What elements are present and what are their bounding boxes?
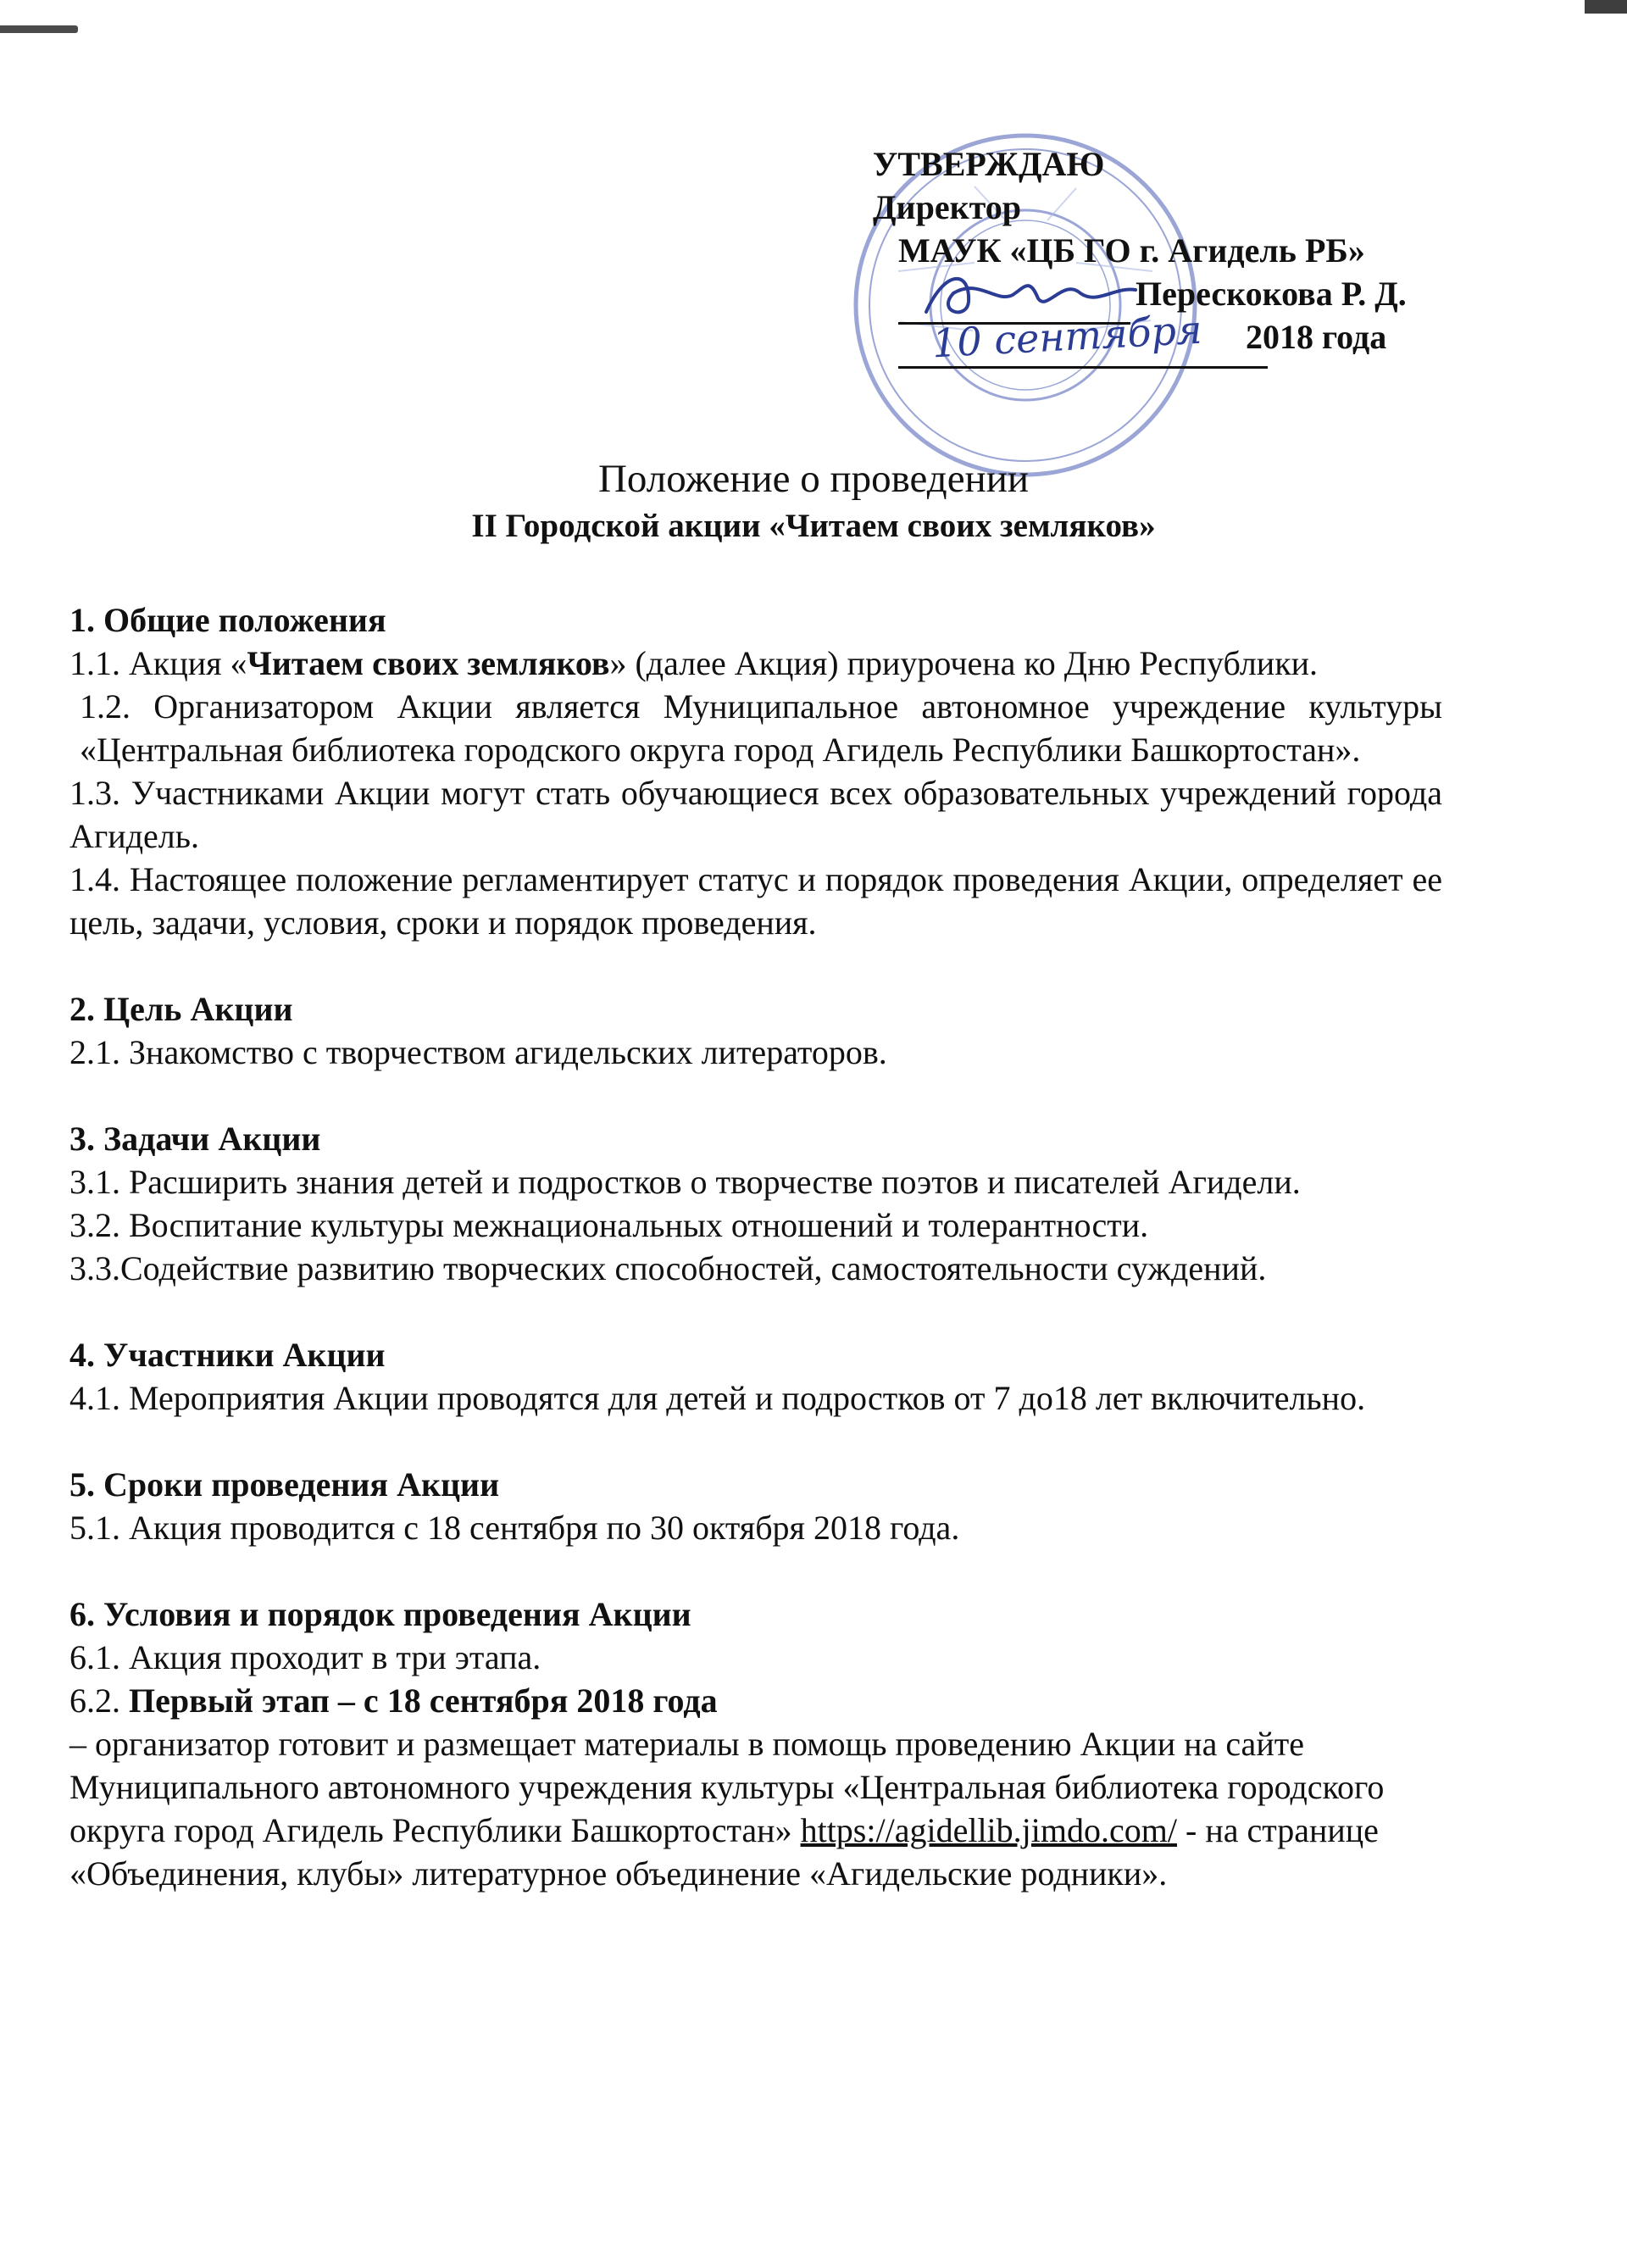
handwritten-date: 10 сентября	[930, 306, 1203, 367]
paragraph	[69, 1722, 1442, 1895]
date-line	[898, 366, 1268, 369]
paragraph: 3.2. Воспитание культуры межнациональных отношений и толерантности.	[69, 1206, 1149, 1244]
text-run-bold: Первый этап – с 18 сентября 2018 года	[129, 1682, 718, 1720]
paragraph: 6.1. Акция проходит в три этапа.	[69, 1638, 541, 1676]
paragraph: 1.2. Организатором Акции является Муниципальное автономное учреждение культуры «Центральная библиотека городского округа город Агидель Республики Башкортостан».	[80, 687, 1442, 769]
text-run: 6.2.	[69, 1682, 129, 1720]
text-run: - на странице «Объединения, клубы» литературное объединение «Агидельские родники».	[69, 1811, 1379, 1893]
scan-edge-mark	[0, 25, 78, 33]
paragraph: 1.3. Участниками Акции могут стать обучающиеся всех образовательных учреждений города Агидель.	[69, 774, 1442, 855]
section-heading: 6. Условия и порядок проведения Акции	[69, 1595, 691, 1633]
text-run: 1.1. Акция «	[69, 644, 247, 682]
paragraph: 4.1. Мероприятия Акции проводятся для детей и подростков от 7 до18 лет включительно.	[69, 1379, 1366, 1417]
approve-label: УТВЕРЖДАЮ	[873, 145, 1105, 183]
text-run: – организатор готовит и размещает материалы в помощь проведению Акции на сайте Муниципального автономного учреждения культуры «Центральная библиотека городского округа город Агидель Республики Башкортостан»	[69, 1725, 1385, 1849]
paragraph	[69, 642, 1442, 685]
document-subtitle: II Городской акции «Читаем своих земляков»	[471, 508, 1156, 544]
approver-organization: МАУК «ЦБ ГО г. Агидель РБ»	[898, 231, 1365, 270]
section-heading: 5. Сроки проведения Акции	[69, 1465, 500, 1504]
text-run: » (далее Акция) приурочена ко Дню Республики.	[609, 644, 1319, 682]
section-heading: 1. Общие положения	[69, 601, 386, 639]
document-title: Положение о проведении	[597, 457, 1030, 501]
approver-name: Перескокова Р. Д.	[1136, 275, 1407, 313]
approver-position: Директор	[873, 188, 1021, 226]
document-body	[69, 598, 1442, 1895]
paragraph: 3.3.Содействие развитию творческих способностей, самостоятельности суждений.	[69, 1249, 1267, 1287]
paragraph: 1.4. Настоящее положение регламентирует статус и порядок проведения Акции, определяет ее цель, задачи, условия, сроки и порядок проведения.	[69, 860, 1442, 942]
text-run-bold: Читаем своих земляков	[247, 644, 610, 682]
paragraph	[69, 1679, 1442, 1722]
section-heading: 2. Цель Акции	[69, 990, 293, 1028]
library-website-link[interactable]: https://agidellib.jimdo.com/	[800, 1811, 1177, 1849]
section-heading: 4. Участники Акции	[69, 1336, 386, 1374]
approval-year: 2018 года	[1246, 318, 1387, 356]
paragraph: 3.1. Расширить знания детей и подростков о творчестве поэтов и писателей Агидели.	[69, 1163, 1301, 1201]
paragraph: 5.1. Акция проводится с 18 сентября по 30 октября 2018 года.	[69, 1509, 960, 1547]
section-heading: 3. Задачи Акции	[69, 1120, 321, 1158]
paragraph: 2.1. Знакомство с творчеством агидельских литераторов.	[69, 1033, 887, 1071]
scan-corner-mark	[1585, 0, 1627, 14]
